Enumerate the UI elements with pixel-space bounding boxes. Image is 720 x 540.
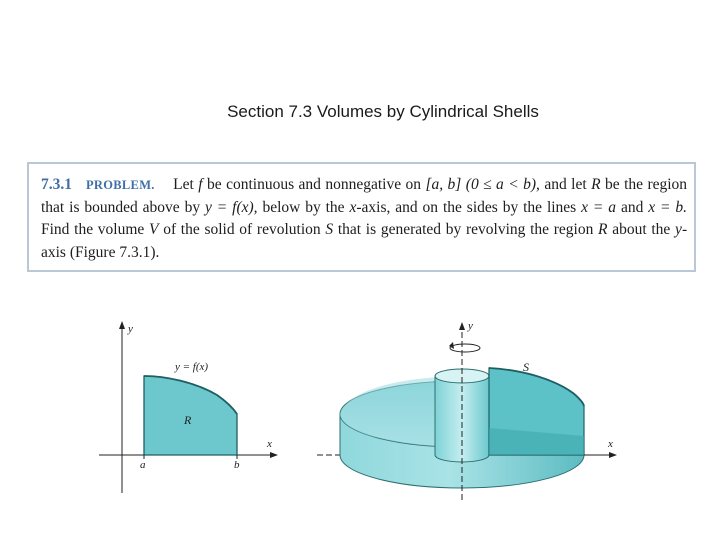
x-axis-label: x [267, 438, 272, 450]
math-f: f [198, 176, 203, 193]
rotation-arrow [450, 344, 480, 352]
b-label: b [234, 459, 240, 471]
text-t3: and let [544, 176, 587, 193]
text-t6: -axis, and on the sides by the lines [356, 198, 577, 216]
math-condition: (0 ≤ a < b), [465, 176, 540, 193]
problem-box [27, 162, 696, 272]
text-t5: below by the [262, 198, 345, 216]
y-axis-label: y [128, 323, 133, 335]
text-t2: be continuous and nonnegative on [207, 176, 422, 193]
math-y: y [675, 221, 682, 238]
y-axis-label: y [468, 320, 473, 332]
curve-label: y = f(x) [175, 361, 209, 373]
text-t8: Find the volume [41, 221, 145, 238]
text-t12: -axis (Figure 7.3.1). [41, 221, 688, 261]
x-axis-arrow [270, 452, 278, 458]
math-interval: [a, b] [425, 176, 462, 193]
text-t11: about the [612, 221, 671, 238]
text-t1: Let [173, 176, 194, 193]
math-S: S [325, 221, 334, 238]
figure-region-R [95, 318, 285, 498]
problem-statement [41, 174, 687, 264]
math-R: R [591, 176, 601, 193]
y-axis-arrow [119, 321, 125, 329]
math-R2: R [598, 221, 608, 238]
a-label: a [140, 459, 146, 471]
math-eq-y: y = f(x), [205, 198, 258, 216]
problem-number: 7.3.1 [41, 176, 72, 193]
text-t9: of the solid of revolution [163, 221, 321, 238]
math-x: x [349, 198, 357, 216]
text-t4: be the region that is bounded above by [41, 176, 688, 216]
figure-solid-S [315, 318, 625, 508]
y-axis-arrow [459, 322, 465, 330]
region-label: R [184, 413, 192, 427]
problem-label: PROBLEM. [86, 178, 155, 192]
solid-label: S [523, 360, 529, 374]
math-V: V [149, 221, 159, 238]
math-eq-xa: x = a [581, 198, 617, 216]
x-axis-label: x [608, 438, 613, 450]
math-eq-xb: x = b. [648, 198, 688, 216]
text-t7: and [620, 198, 644, 216]
slide-title: Section 7.3 Volumes by Cylindrical Shells [227, 102, 539, 121]
text-t10: that is generated by revolving the region [337, 221, 594, 238]
x-axis-arrow [609, 452, 617, 458]
